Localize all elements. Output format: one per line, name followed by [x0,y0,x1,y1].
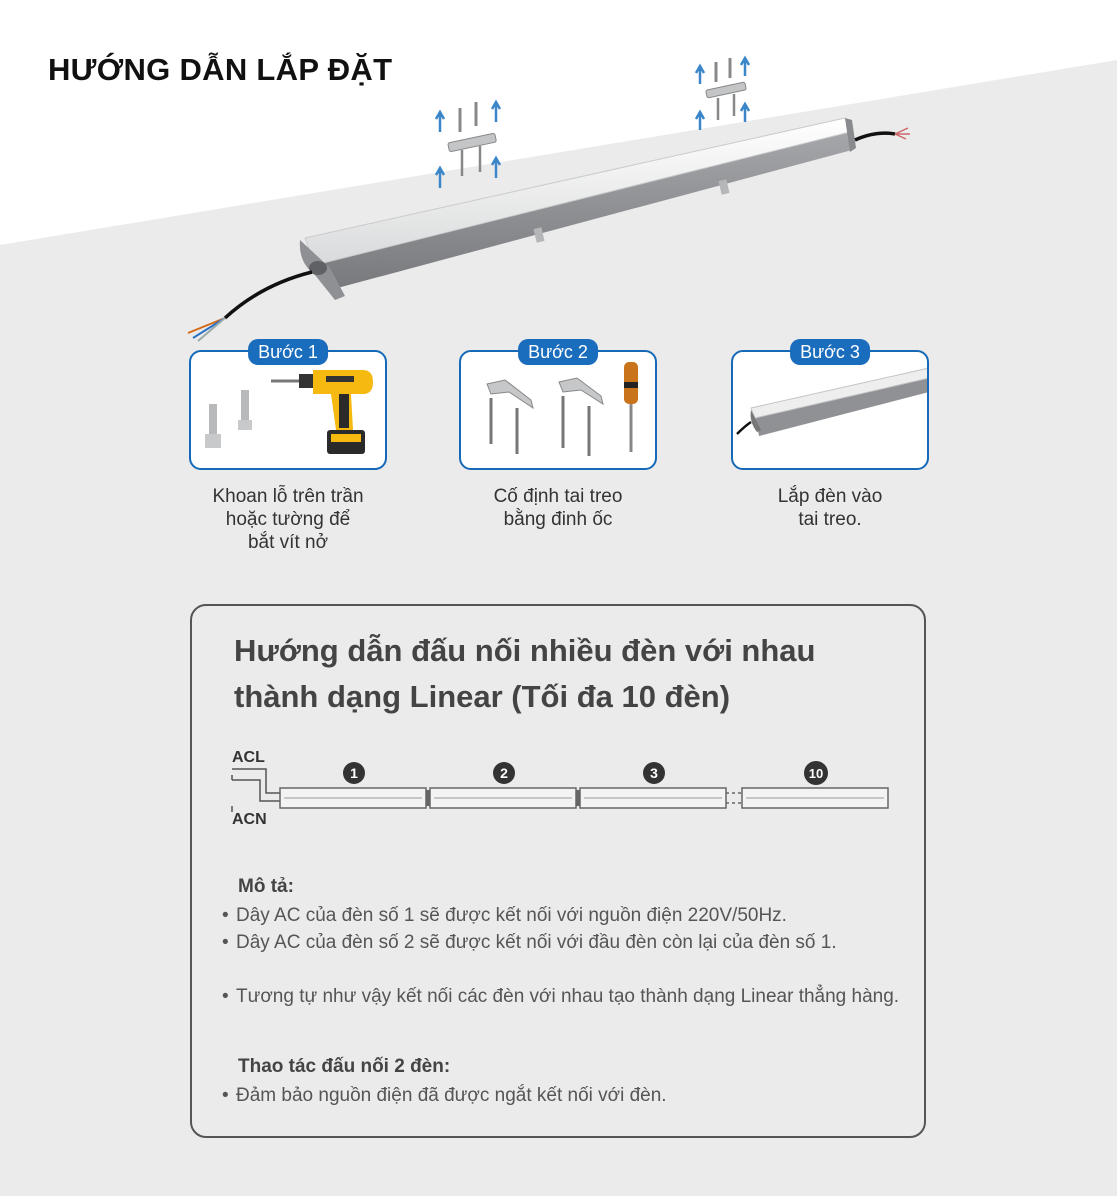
step-badge: Bước 2 [518,339,598,365]
acn-label: ACN [232,811,267,828]
desc-line: bằng đinh ốc [503,509,613,530]
step-badge: Bước 3 [790,339,870,365]
step-badge: Bước 1 [248,339,328,365]
desc-line: Lắp đèn vào [777,486,883,507]
step-1-description [178,485,398,554]
step-2-description [448,485,668,531]
lamp-2 [430,788,580,808]
desc-line: hoặc tường để [225,509,351,530]
step-3-card [731,342,929,470]
page-title: HƯỚNG DẪN LẮP ĐẶT [48,52,393,87]
description-item: • Dây AC của đèn số 1 sẽ được kết nối với nguồn điện 220V/50Hz. [222,902,912,929]
lamp-number-3 [643,762,665,784]
description-item: • Tương tự như vậy kết nối các đèn với nhau tạo thành dạng Linear thẳng hàng. [222,983,912,1010]
lamp-10 [742,788,888,808]
lamp-number-1 [343,762,365,784]
operation-item: • Đảm bảo nguồn điện đã được ngắt kết nối với đèn. [222,1082,912,1109]
lamp-hero-illustration [0,55,1117,355]
svg-text:1: 1 [350,765,358,781]
title-line: Hướng dẫn đấu nối nhiều đèn với nhau [234,633,816,668]
title-line: thành dạng Linear (Tối đa 10 đèn) [234,679,731,714]
svg-text:3: 3 [650,765,658,781]
lamp-1 [280,788,430,808]
desc-line: Khoan lỗ trên trần [212,486,364,507]
screws-screwdriver-icon [461,352,655,468]
lamp-mount-icon [733,352,927,468]
operation-heading: Thao tác đấu nối 2 đèn: [238,1056,451,1077]
description-item: • Dây AC của đèn số 2 sẽ được kết nối với đầu đèn còn lại của đèn số 1. [222,929,912,956]
acl-label: ACL [232,749,265,766]
bracket-group-right [696,58,749,130]
desc-line: tai treo. [798,509,862,530]
lamp-number-10 [804,761,828,785]
step-3-description [720,485,940,531]
linear-wiring-diagram [228,746,908,836]
wiring-title [234,628,914,720]
step-1-card [189,342,387,470]
desc-line: Cố định tai treo [493,486,623,507]
wiring-guide-panel [190,604,926,1138]
acn-wire [232,775,280,801]
svg-text:2: 2 [500,765,508,781]
svg-text:10: 10 [808,766,824,781]
drill-icon [191,352,385,468]
lamp-number-2 [493,762,515,784]
desc-line: bắt vít nở [247,532,329,553]
description-heading: Mô tả: [238,876,294,897]
step-2-card [459,342,657,470]
bracket-group-left [436,102,500,188]
acl-wire [232,769,280,793]
lamp-3 [580,788,726,808]
